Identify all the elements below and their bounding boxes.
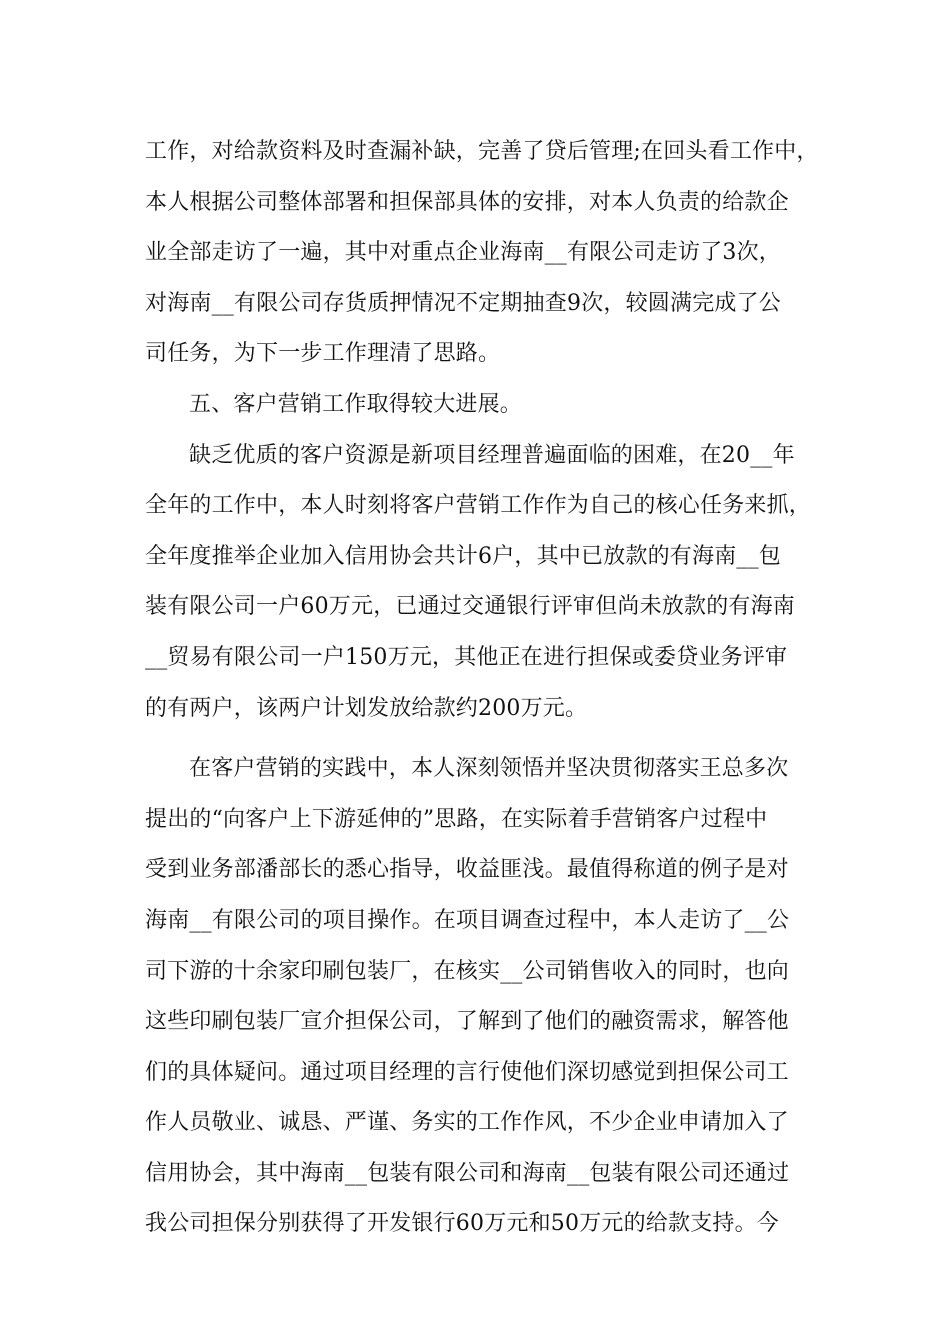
- text-line: 受到业务部潘部长的悉心指导，收益匪浅。最值得称道的例子是对: [145, 857, 789, 883]
- text-line: 工作，对给款资料及时查漏补缺，完善了贷后管理;在回头看工作中，: [145, 139, 819, 164]
- text-line: 信用协会，其中海南__包装有限公司和海南__包装有限公司还通过: [145, 1160, 790, 1186]
- text-line: 司任务，为下一步工作理清了思路。: [145, 341, 501, 367]
- text-line: __贸易有限公司一户150万元，其他正在进行担保或委贷业务评审: [145, 644, 788, 670]
- heading-line: 五、客户营销工作取得较大进展。: [189, 391, 523, 417]
- text-line: 全年度推举企业加入信用协会共计6户，其中已放款的有海南__包: [145, 543, 781, 569]
- text-line: 在客户营销的实践中，本人深刻领悟并坚决贯彻落实王总多次: [189, 756, 789, 782]
- text-line: 们的具体疑问。通过项目经理的言行使他们深切感觉到担保公司工: [145, 1059, 789, 1085]
- text-line: 海南__有限公司的项目操作。在项目调查过程中，本人走访了__公: [145, 907, 790, 933]
- text-line: 全年的工作中，本人时刻将客户营销工作作为自己的核心任务来抓，: [145, 493, 812, 519]
- document-body: [145, 127, 819, 1250]
- text-line: 这些印刷包装厂宣介担保公司，了解到了他们的融资需求，解答他: [145, 1009, 789, 1035]
- section-heading: [145, 380, 815, 431]
- text-line: 作人员敬业、诚恳、严谨、务实的工作作风，不少企业申请加入了: [145, 1110, 789, 1136]
- text-line: 提出的“向客户上下游延伸的”思路，在实际着手营销客户过程中: [145, 806, 768, 832]
- text-line: 的有两户，该两户计划发放给款约200万元。: [145, 695, 588, 721]
- paragraph-2: [145, 431, 815, 735]
- text-line: 装有限公司一户60万元，已通过交通银行评审但尚未放款的有海南: [145, 594, 795, 620]
- text-line: 司下游的十余家印刷包装厂，在核实__公司销售收入的同时，也向: [145, 958, 790, 984]
- text-line: 我公司担保分别获得了开发银行60万元和50万元的给款支持。今: [145, 1211, 779, 1237]
- text-line: 缺乏优质的客户资源是新项目经理普遍面临的困难，在20__年: [189, 442, 795, 468]
- paragraph-3: [145, 744, 815, 1250]
- text-line: 业全部走访了一遍，其中对重点企业海南__有限公司走访了3次，: [145, 240, 781, 266]
- text-line: 本人根据公司整体部署和担保部具体的安排，对本人负责的给款企: [145, 189, 789, 215]
- text-line: 对海南__有限公司存货质押情况不定期抽查9次，较圆满完成了公: [145, 290, 781, 316]
- paragraph-1: [145, 127, 819, 380]
